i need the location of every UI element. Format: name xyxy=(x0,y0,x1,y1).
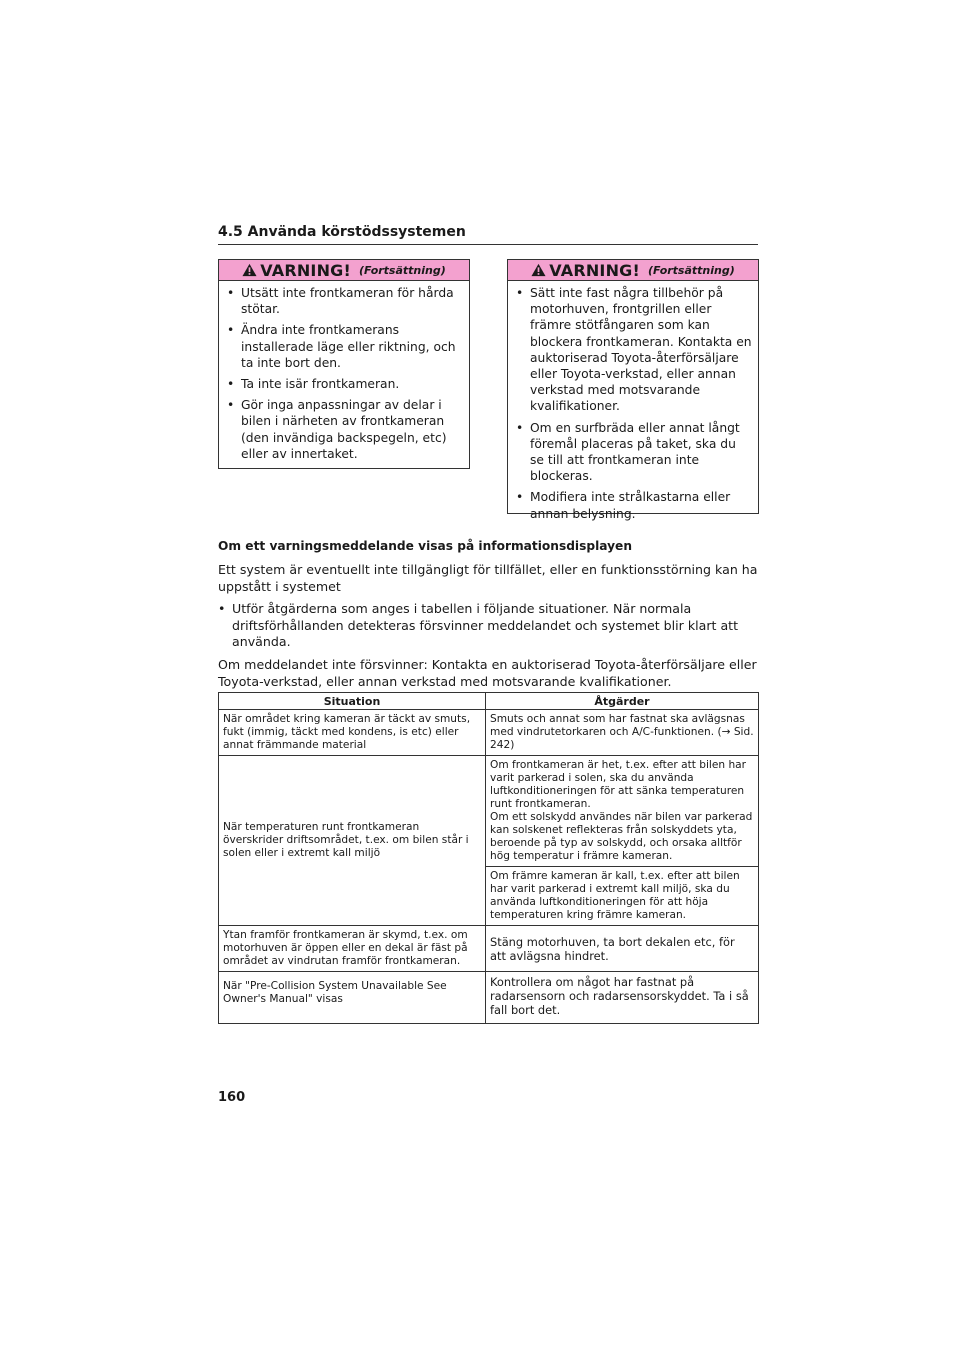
warning-item: • Modifiera inte strålkastarna eller annan belysning. xyxy=(516,490,731,521)
bullet-item: • Utför åtgärderna som anges i tabellen i följande situationer. När normala driftsförhållanden detekteras försvinner meddelandet och systemet blir klart att använda. xyxy=(218,601,739,649)
table-row xyxy=(219,926,759,972)
warning-triangle-icon xyxy=(242,263,257,277)
page-number: 160 xyxy=(218,1090,246,1105)
table-row xyxy=(219,972,759,1024)
section-title: 4.5 Använda körstödssystemen xyxy=(218,224,758,245)
table-row xyxy=(219,710,759,756)
warning-item: • Ändra inte frontkamerans installerade läge eller riktning, och ta inte bort den. xyxy=(227,323,456,370)
paragraph: Om meddelandet inte försvinner: Kontakta en auktoriserad Toyota-återförsäljare eller Toyota-verkstad, eller annan verkstad med motsvarande kvalifikationer. xyxy=(218,657,757,689)
situation-cell: När temperaturen runt frontkameran överskrider driftsområdet, t.ex. om bilen står i solen eller i extremt kall miljö xyxy=(219,756,486,926)
warning-title: VARNING! xyxy=(549,260,640,280)
action-text: Om ett solskydd användes när bilen var parkerad kan solskenet reflekteras från solskyddets yta, beroende på typ av solskydd, och orsaka alltför hög temperatur i främre kameran. xyxy=(490,811,753,862)
warning-list xyxy=(219,285,469,462)
warning-item: • Om en surfbräda eller annat långt föremål placeras på taket, ska du se till att frontkameran inte blockeras. xyxy=(516,420,740,484)
situation-cell: När "Pre-Collision System Unavailable See Owner's Manual" visas xyxy=(219,972,486,1024)
paragraph: Ett system är eventuellt inte tillgängligt för tillfället, eller en funktionsstörning kan ha uppstått i systemet xyxy=(218,562,758,594)
warning-box-right xyxy=(507,259,759,521)
warning-continued: (Fortsättning) xyxy=(359,263,446,277)
warning-box-left xyxy=(218,259,470,469)
warning-list xyxy=(508,285,758,522)
action-text: Om frontkameran är het, t.ex. efter att bilen har varit parkerad i solen, ska du använda luftkonditioneringen för att sänka temperaturen runt frontkameran. xyxy=(490,759,747,810)
action-cell: Kontrollera om något har fastnat på radarsensorn och radarsensorskyddet. Ta i så fall bort det. xyxy=(486,972,759,1024)
table-row xyxy=(219,756,759,867)
situation-table xyxy=(218,692,759,1024)
warning-item: • Gör inga anpassningar av delar i bilen i närheten av frontkameran (den invändiga backspegeln, etc) eller av innertaket. xyxy=(227,398,447,461)
warning-triangle-icon xyxy=(531,263,546,277)
warning-item: • Utsätt inte frontkameran för hårda stötar. xyxy=(227,286,454,317)
action-cell: Smuts och annat som har fastnat ska avlägsnas med vindrutetorkaren och A/C-funktionen. (→ Sid. 242) xyxy=(486,710,759,756)
warning-item: • Ta inte isär frontkameran. xyxy=(227,377,400,392)
column-header-action: Åtgärder xyxy=(486,693,759,710)
action-cell: Om främre kameran är kall, t.ex. efter att bilen har varit parkerad i extremt kall miljö, ska du använda luftkonditioneringen för att höja temperaturen kring främre kameran. xyxy=(486,867,759,926)
warning-title: VARNING! xyxy=(260,260,351,280)
situation-cell: När området kring kameran är täckt av smuts, fukt (immig, täckt med kondens, is etc) eller annat främmande material xyxy=(219,710,486,756)
situation-cell: Ytan framför frontkameran är skymd, t.ex. om motorhuven är öppen eller en dekal är fäst på området av vindrutan framför frontkameran. xyxy=(219,926,486,972)
action-cell: Stäng motorhuven, ta bort dekalen etc, för att avlägsna hindret. xyxy=(486,926,759,972)
action-cell xyxy=(486,756,759,867)
column-header-situation: Situation xyxy=(219,693,486,710)
warning-continued: (Fortsättning) xyxy=(648,263,735,277)
table-header-row xyxy=(219,693,759,710)
warning-item: • Sätt inte fast några tillbehör på motorhuven, frontgrillen eller främre stötfångaren som kan blockera frontkameran. Kontakta en auktoriserad Toyota-återförsäljare eller Toyota-verkstad, eller annan verkstad med motsvarande kvalifikationer. xyxy=(516,286,752,414)
warning-header xyxy=(219,260,469,281)
warning-header xyxy=(508,260,758,281)
subheading: Om ett varningsmeddelande visas på informationsdisplayen xyxy=(218,539,632,553)
